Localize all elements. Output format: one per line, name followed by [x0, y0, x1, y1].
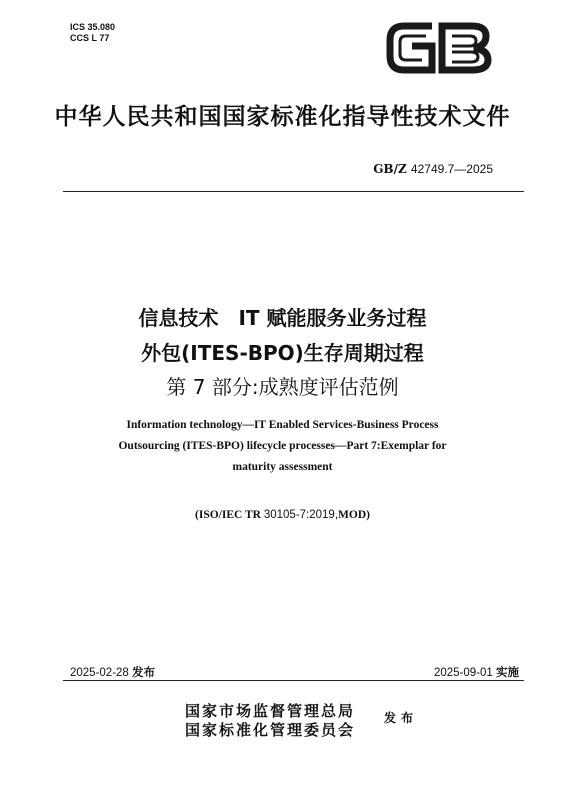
title-cn-line1: 信息技术 IT 赋能服务业务过程: [138, 306, 427, 330]
title-cn-line2: 外包(ITES-BPO)生存周期过程: [141, 341, 424, 365]
standard-type-title: 中华人民共和国国家标准化指导性技术文件: [54, 104, 511, 130]
publish-date-value: 2025-02-28: [70, 667, 129, 679]
title-cn-line3: 第 7 部分:成熟度评估范例: [166, 375, 399, 399]
ics-ccs-codes: [70, 22, 115, 44]
adoption-reference: [0, 509, 565, 521]
title-en-line2: Outsourcing (ITES-BPO) lifecycle processes—Part 7:Exemplar for: [118, 440, 447, 452]
implement-label: 实施: [496, 665, 519, 679]
ccs-code: CCS L 77: [70, 33, 110, 43]
issuer-line1: 国家市场监督管理总局: [185, 702, 356, 720]
issuer-line2: 国家标准化管理委员会: [185, 721, 356, 739]
publish-label: 发布: [132, 665, 156, 679]
publish-date: [70, 664, 155, 680]
title-en-line1: Information technology—IT Enabled Services-Business Process: [126, 419, 439, 431]
standard-number-prefix: GB/Z: [373, 162, 407, 176]
standard-number-value: 42749.7—2025: [410, 162, 493, 176]
issue-label: 发布: [384, 711, 419, 725]
standard-number: [373, 162, 493, 176]
implement-date: [434, 664, 519, 680]
bottom-divider: [63, 680, 524, 681]
implement-date-value: 2025-09-01: [433, 667, 493, 679]
gb-logo-g-outer: [390, 26, 432, 70]
title-en-line3: maturity assessment: [232, 461, 333, 473]
adoption-prefix: (ISO/IEC TR: [195, 509, 264, 521]
adoption-suffix: MOD): [338, 509, 370, 521]
adoption-number: 30105-7:2019,: [263, 509, 339, 521]
ics-code: ICS 35.080: [70, 22, 116, 32]
top-divider: [63, 191, 524, 192]
gb-logo: [382, 16, 494, 78]
